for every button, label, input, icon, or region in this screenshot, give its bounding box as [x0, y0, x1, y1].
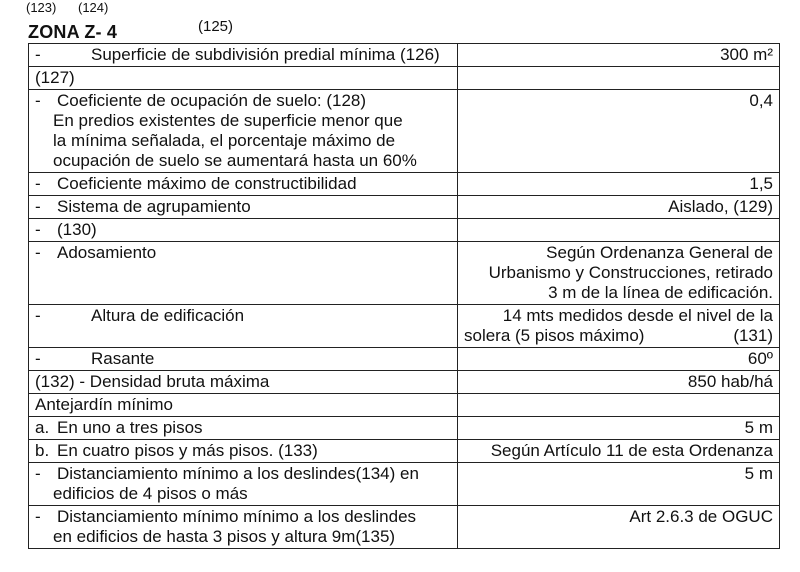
row-value: 5 m	[458, 417, 780, 440]
row-value	[458, 67, 780, 90]
row-label: a. En uno a tres pisos	[29, 417, 458, 440]
footnote-ref: (124)	[77, 0, 109, 15]
table-row	[29, 219, 780, 242]
row-label: - Coeficiente máximo de constructibilidad	[29, 173, 458, 196]
row-label: - Altura de edificación	[29, 305, 458, 348]
row-value: 0,4	[458, 90, 780, 173]
row-label: (132) - Densidad bruta máxima	[29, 371, 458, 394]
row-value: 1,5	[458, 173, 780, 196]
row-value	[458, 394, 780, 417]
table-row	[29, 394, 780, 417]
row-label: - Adosamiento	[29, 242, 458, 305]
row-value: Art 2.6.3 de OGUC	[458, 506, 780, 549]
row-label: (127)	[29, 67, 458, 90]
row-label: - Sistema de agrupamiento	[29, 196, 458, 219]
table-row	[29, 348, 780, 371]
table-row	[29, 417, 780, 440]
row-label: Antejardín mínimo	[29, 394, 458, 417]
table-row	[29, 173, 780, 196]
row-label: - (130)	[29, 219, 458, 242]
row-value: Según Artículo 11 de esta Ordenanza	[458, 440, 780, 463]
row-value: 300 m²	[458, 44, 780, 67]
table-row	[29, 463, 780, 506]
row-label: - Distanciamiento mínimo a los deslindes(134) en edificios de 4 pisos o más	[29, 463, 458, 506]
row-value: 850 hab/há	[458, 371, 780, 394]
zone-title: ZONA Z- 4	[28, 22, 118, 42]
row-label: - Distanciamiento mínimo mínimo a los deslindes en edificios de hasta 3 pisos y altura 9m(135)	[29, 506, 458, 549]
zoning-table	[28, 43, 780, 549]
row-value: 5 m	[458, 463, 780, 506]
table-row	[29, 305, 780, 348]
table-row	[29, 506, 780, 549]
row-label: - Coeficiente de ocupación de suelo: (128) En predios existentes de superficie menor que la mínima señalada, el porcentaje máximo de ocupación de suelo se aumentará hasta un 60%	[29, 90, 458, 173]
row-value: Aislado, (129)	[458, 196, 780, 219]
row-value	[458, 219, 780, 242]
footnote-ref: (125)	[198, 18, 234, 35]
table-row	[29, 196, 780, 219]
row-value: 14 mts medidos desde el nivel de la solera (5 pisos máximo) (131)	[458, 305, 780, 348]
table-row	[29, 440, 780, 463]
footnote-refs	[26, 0, 126, 15]
row-label: - Rasante	[29, 348, 458, 371]
table-row	[29, 371, 780, 394]
row-value: 60º	[458, 348, 780, 371]
footnote-ref: (123)	[26, 0, 57, 15]
row-label: b. En cuatro pisos y más pisos. (133)	[29, 440, 458, 463]
table-row	[29, 44, 780, 67]
row-label: - Superficie de subdivisión predial mínima (126)	[29, 44, 458, 67]
table-row	[29, 90, 780, 173]
table-row	[29, 242, 780, 305]
row-value: Según Ordenanza General de Urbanismo y Construcciones, retirado 3 m de la línea de edificación.	[458, 242, 780, 305]
table-row	[29, 67, 780, 90]
